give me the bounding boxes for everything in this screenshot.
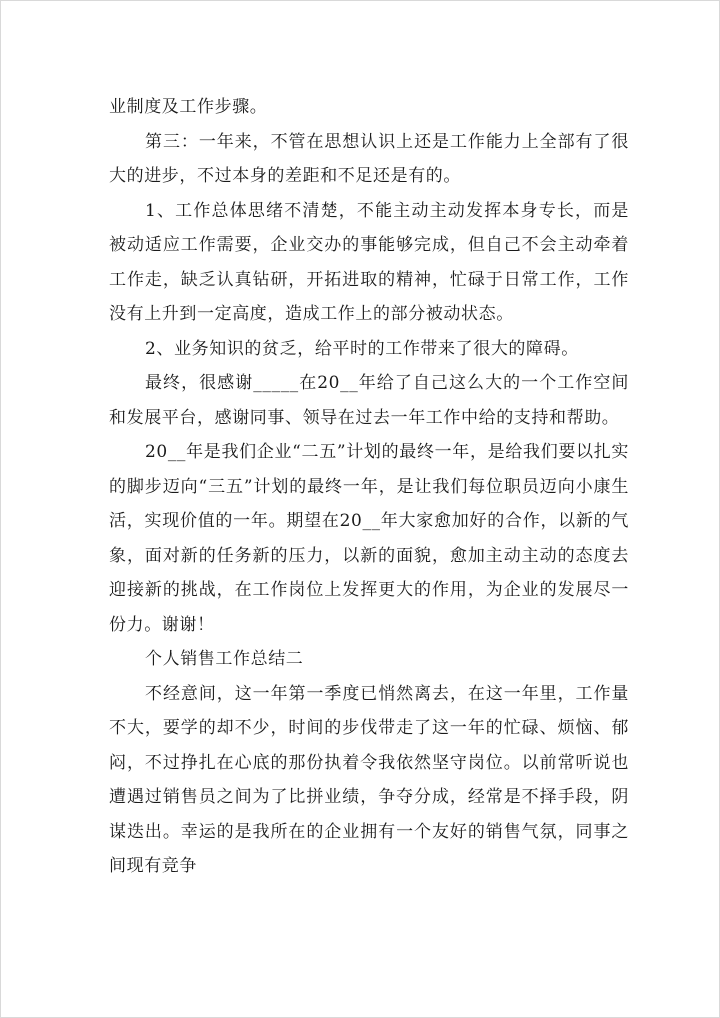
paragraph-shortcoming-2: 2、业务知识的贫乏，给平时的工作带来了很大的障碍。 (145, 338, 579, 359)
document-body (109, 90, 629, 884)
paragraph-thanks: 最终，很感谢_____在20__年给了自己这么大的一个工作空间和发展平台，感谢同事、领导在过去一年工作中给的支持和帮助。 (109, 373, 629, 428)
paragraph-shortcoming-1: 1、工作总体思绪不清楚，不能主动主动发挥本身专长，而是被动适应工作需要，企业交办的事能够完成，但自己不会主动牵着工作走，缺乏认真钻研，开拓进取的精神，忙碌于日常工作，工作没有上升到一定高度，造成工作上的部分被动状态。 (109, 200, 629, 324)
section-heading-summary-two: 个人销售工作总结二 (145, 649, 304, 669)
paragraph-outlook: 20__年是我们企业“二五”计划的最终一年，是给我们要以扎实的脚步迈向“三五”计划的最终一年，是让我们每位职员迈向小康生活，实现价值的一年。期望在20__年大家愈加好的合作，以新的气象，面对新的任务新的压力，以新的面貌，愈加主动主动的态度去迎接新的挑战，在工作岗位上发挥更大的作用，为企业的发展尽一份力。谢谢！ (109, 442, 629, 635)
paragraph-work-steps-continued: 业制度及工作步骤。 (109, 97, 268, 117)
paragraph-third-point: 第三：一年来，不管在思想认识上还是工作能力上全部有了很大的进步，不过本身的差距和不足还是有的。 (109, 131, 629, 186)
paragraph-summary-two-intro: 不经意间，这一年第一季度已悄然离去，在这一年里，工作量不大，要学的却不少，时间的步伐带走了这一年的忙碌、烦恼、郁闷，不过挣扎在心底的那份执着令我依然坚守岗位。以前常听说也遭遇过销售员之间为了比拼业绩，争夺分成，经常是不择手段，阴谋迭出。幸运的是我所在的企业拥有一个友好的销售气氛，同事之间现有竞争 (109, 683, 629, 876)
